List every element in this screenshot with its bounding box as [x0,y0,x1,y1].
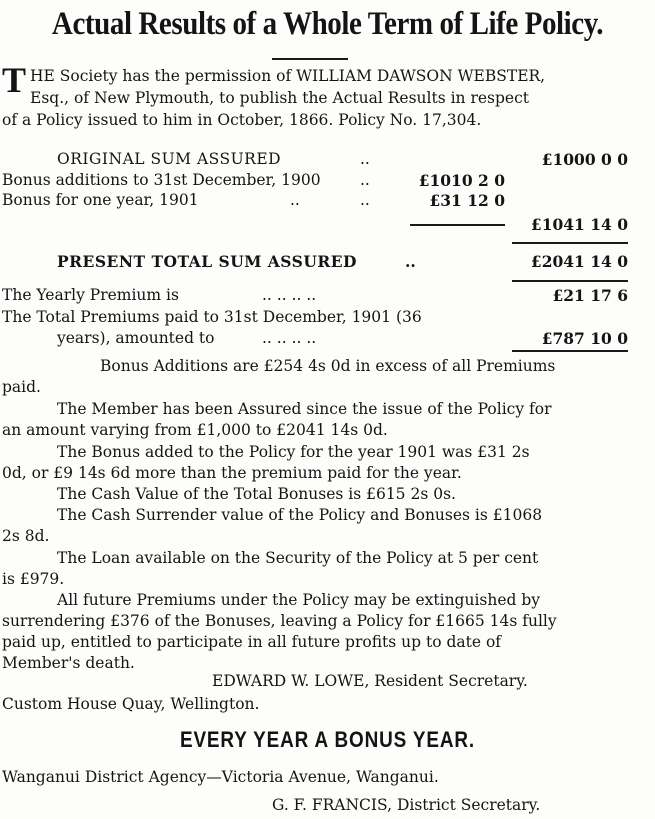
paragraph-bonus-excess-2: paid. [2,378,41,396]
yearly-premium-label: The Yearly Premium is [2,286,179,304]
bonus-additions-dots: .. [360,171,370,189]
original-sum-value: £1000 0 0 [541,150,628,169]
original-sum-label: ORIGINAL SUM ASSURED [57,150,282,168]
paragraph-future-premiums-4: Member's death. [2,654,135,672]
paragraph-bonus-excess-1: Bonus Additions are £254 4s 0d in excess of all Premiums [100,357,556,375]
intro-line-1: HE Society has the permission of WILLIAM DAWSON WEBSTER, [30,67,546,85]
signature-name: EDWARD W. LOWE, Resident Secretary. [212,672,528,690]
page-title: Actual Results of a Whole Term of Life Policy. [51,6,604,42]
bonus-total-rule [512,242,628,244]
yearly-premium-dots: .. .. .. .. [262,286,317,304]
present-total-dots: .. [405,252,416,271]
total-premiums-label-1: The Total Premiums paid to 31st December, 1901 (36 [2,308,422,326]
total-premiums-rule [512,350,628,352]
bonus-additions-value: £1010 2 0 [418,171,505,190]
title-divider [272,58,348,60]
agency-secretary: G. F. FRANCIS, District Secretary. [272,796,541,814]
signature-address: Custom House Quay, Wellington. [2,695,260,713]
present-total-label: PRESENT TOTAL SUM ASSURED [57,252,357,271]
paragraph-cash-value: The Cash Value of the Total Bonuses is £615 2s 0s. [57,485,456,503]
total-premiums-dots: .. .. .. .. [262,329,317,347]
paragraph-assured-2: an amount varying from £1,000 to £2041 14s 0d. [2,421,388,439]
paragraph-future-premiums-2: surrendering £376 of the Bonuses, leaving a Policy for £1665 14s fully [2,612,557,630]
intro-line-3: of a Policy issued to him in October, 1866. Policy No. 17,304. [2,111,482,129]
paragraph-future-premiums-1: All future Premiums under the Policy may be extinguished by [57,591,541,609]
paragraph-surrender-2: 2s 8d. [2,527,50,545]
paragraph-loan-2: is £979. [2,570,65,588]
paragraph-bonus-added-2: 0d, or £9 14s 6d more than the premium paid for the year. [2,464,462,482]
paragraph-loan-1: The Loan available on the Security of the Policy at 5 per cent [57,549,539,567]
total-premiums-label-2: years), amounted to [57,329,215,347]
bonus-subtotal-rule [410,224,505,226]
total-premiums-value: £787 10 0 [541,329,628,348]
yearly-premium-value: £21 17 6 [552,286,628,305]
paragraph-bonus-added-1: The Bonus added to the Policy for the year 1901 was £31 2s [57,443,530,461]
bonus-year-dots: .. [290,191,300,209]
bonus-year-label: Bonus for one year, 1901 [2,191,199,209]
bonus-additions-label: Bonus additions to 31st December, 1900 [2,171,321,189]
slogan-heading: EVERY YEAR A BONUS YEAR. [179,727,476,752]
agency-line: Wanganui District Agency—Victoria Avenue, Wanganui. [2,768,439,786]
original-sum-dots: .. [360,150,370,168]
bonus-year-dots-2: .. [360,191,370,209]
bonus-year-value: £31 12 0 [429,191,505,210]
bonus-total-value: £1041 14 0 [530,215,628,234]
intro-dropcap: T [2,60,27,100]
present-total-value: £2041 14 0 [530,252,628,271]
present-total-rule [512,280,628,282]
paragraph-assured-1: The Member has been Assured since the issue of the Policy for [57,400,552,418]
paragraph-surrender-1: The Cash Surrender value of the Policy and Bonuses is £1068 [57,506,543,524]
paragraph-future-premiums-3: paid up, entitled to participate in all future profits up to date of [2,633,502,651]
intro-line-2: Esq., of New Plymouth, to publish the Actual Results in respect [30,89,529,107]
